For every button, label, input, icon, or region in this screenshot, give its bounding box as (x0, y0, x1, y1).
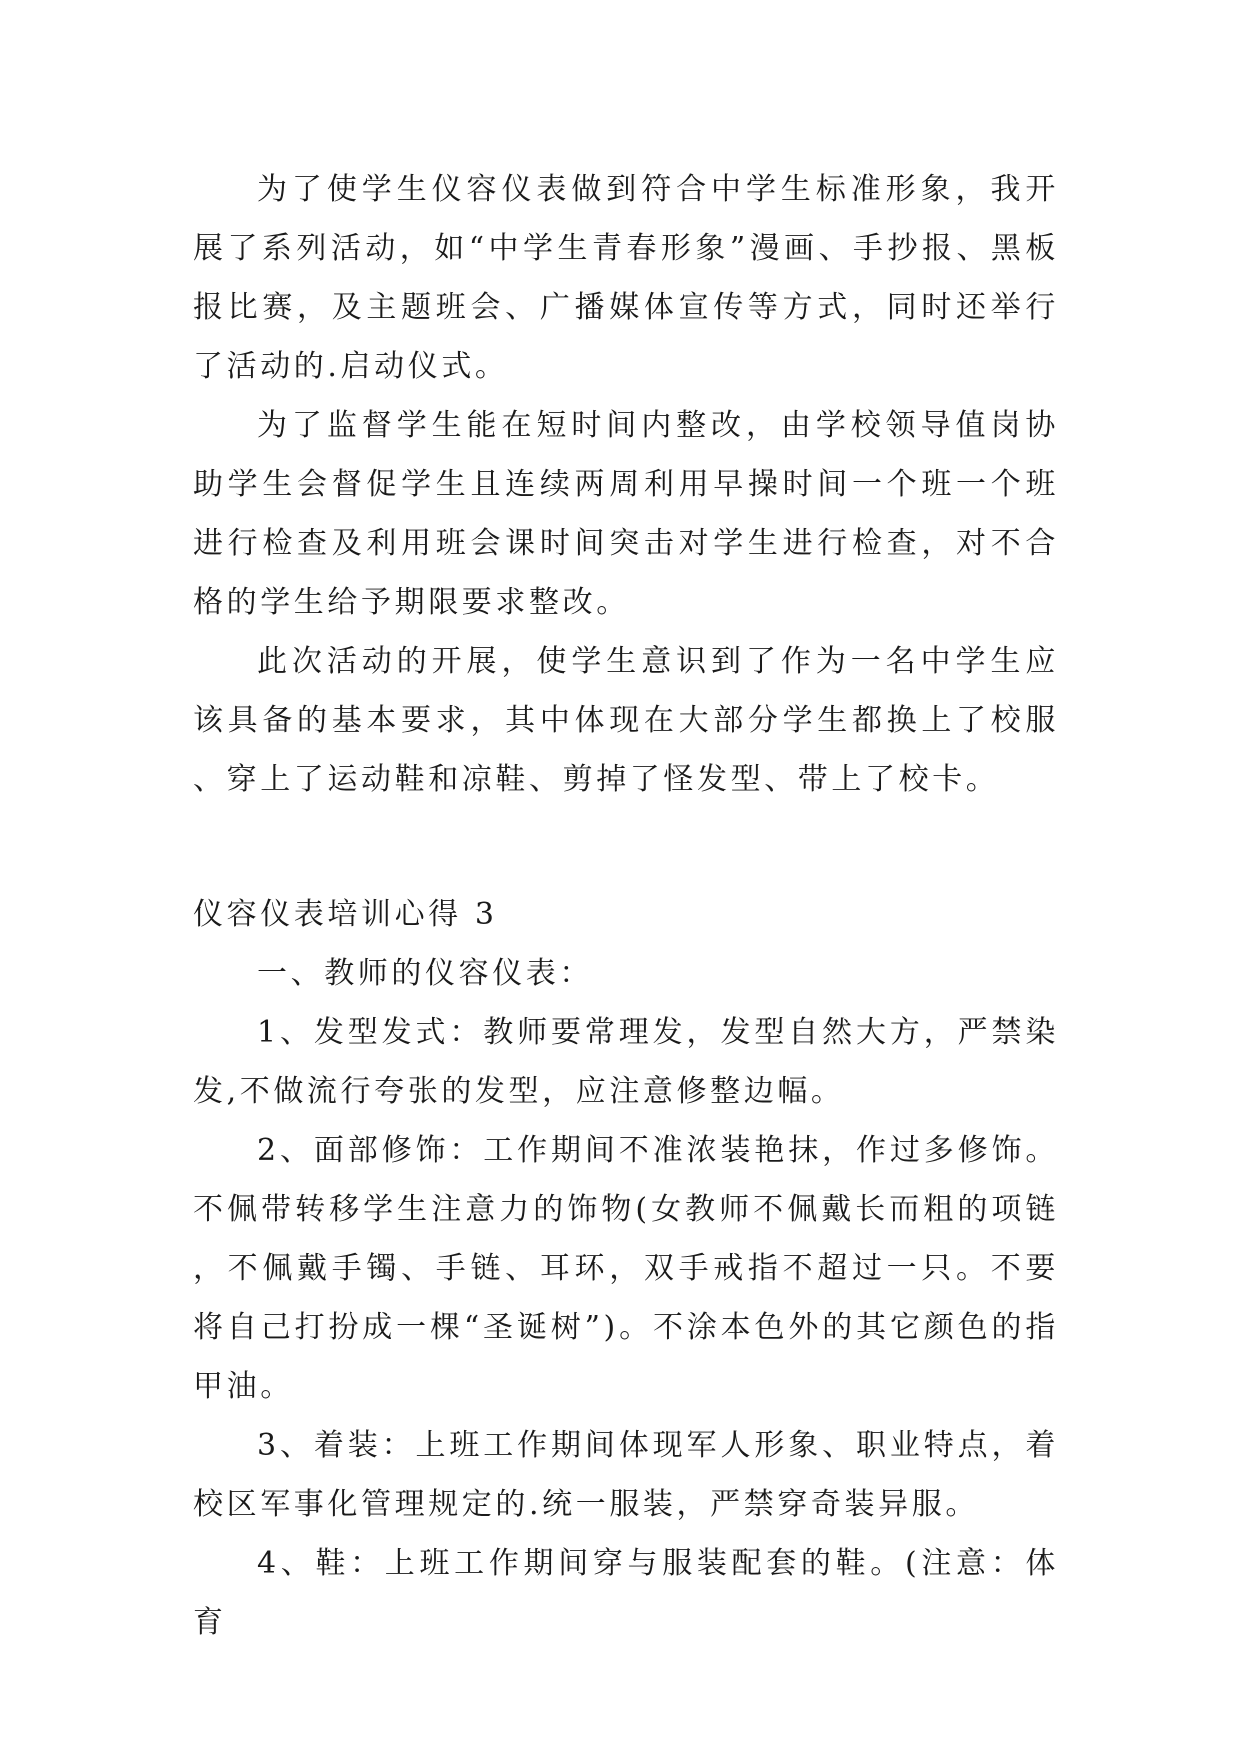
paragraph: 4、鞋：上班工作期间穿与服装配套的鞋。(注意：体育 (193, 1546, 1059, 1640)
paragraph: 1、发型发式：教师要常理发，发型自然大方，严禁染发,不做流行夸张的发型，应注意修整边幅。 (193, 1015, 1059, 1109)
paragraph: 此次活动的开展，使学生意识到了作为一名中学生应该具备的基本要求，其中体现在大部分学生都换上了校服、穿上了运动鞋和凉鞋、剪掉了怪发型、带上了校卡。 (193, 644, 1059, 797)
document-body (193, 160, 1059, 1652)
paragraph: 为了使学生仪容仪表做到符合中学生标准形象，我开展了系列活动，如“中学生青春形象”漫画、手抄报、黑板报比赛，及主题班会、广播媒体宣传等方式，同时还举行了活动的.启动仪式。 (193, 172, 1059, 384)
section-heading: 仪容仪表培训心得 3 (193, 897, 498, 932)
paragraph: 一、教师的仪容仪表： (257, 956, 593, 991)
paragraph: 为了监督学生能在短时间内整改，由学校领导值岗协助学生会督促学生且连续两周利用早操时间一个班一个班进行检查及利用班会课时间突击对学生进行检查，对不合格的学生给予期限要求整改。 (193, 408, 1059, 620)
paragraph: 3、着装：上班工作期间体现军人形象、职业特点，着校区军事化管理规定的.统一服装，严禁穿奇装异服。 (193, 1428, 1059, 1522)
paragraph: 2、面部修饰：工作期间不准浓装艳抹，作过多修饰。不佩带转移学生注意力的饰物(女教师不佩戴长而粗的项链，不佩戴手镯、手链、耳环，双手戒指不超过一只。不要将自己打扮成一棵“圣诞树”)。不涂本色外的其它颜色的指甲油。 (193, 1133, 1059, 1404)
